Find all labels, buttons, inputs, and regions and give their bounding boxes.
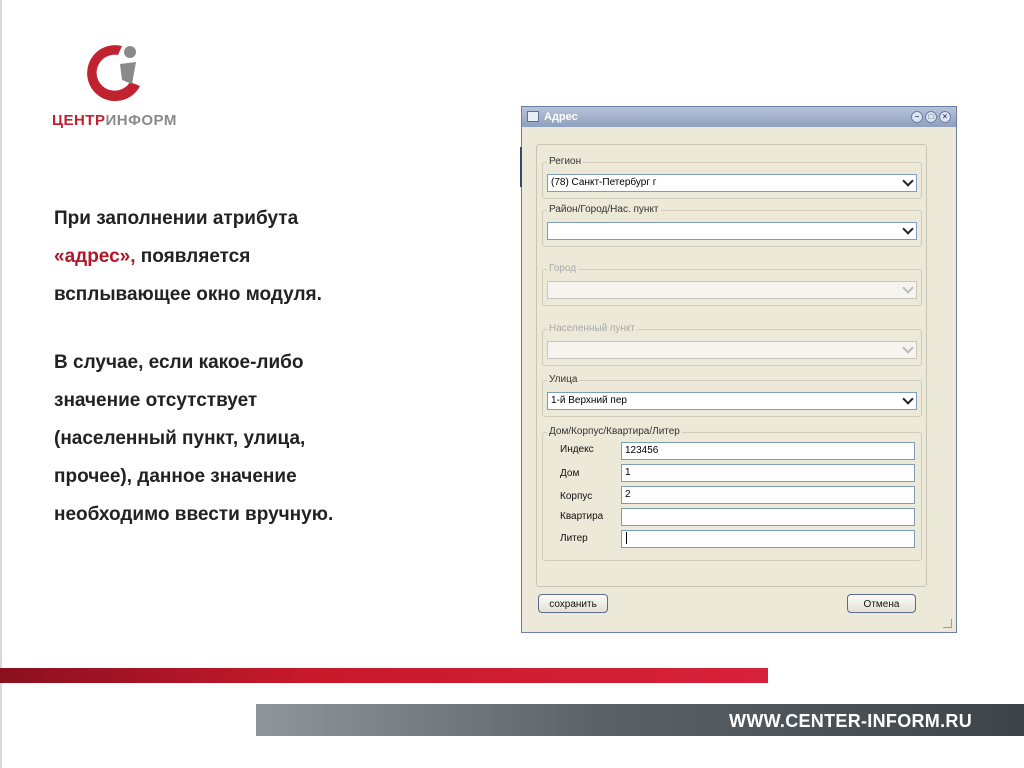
resize-grip-icon[interactable] [943,619,952,628]
logo-text-red: ЦЕНТР [52,112,106,129]
window-icon [527,111,539,122]
dialog-titlebar[interactable] [522,107,956,127]
site-url[interactable]: WWW.CENTER-INFORM.RU [729,711,972,731]
chevron-down-icon[interactable] [902,175,913,186]
logo-text [52,112,177,129]
address-dialog [521,106,957,633]
logo-mark-icon [82,40,146,106]
close-icon[interactable]: × [939,111,951,123]
dialog-title: Адрес [544,111,578,123]
paragraph-2-line-3: (населенный пункт, улица, [54,428,306,449]
minimize-icon[interactable]: – [911,111,923,123]
letter-input[interactable] [621,530,915,548]
logo [52,40,182,135]
paragraph-gap [54,314,414,344]
footer-red-bar [0,668,768,683]
maximize-icon[interactable]: □ [925,111,937,123]
city-select [547,281,917,299]
accent-text: «адрес», [54,246,136,267]
chevron-down-icon [902,282,913,293]
chevron-down-icon[interactable] [902,223,913,234]
city-legend: Город [549,263,577,274]
index-input[interactable] [621,442,915,460]
index-value: 123456 [625,445,659,456]
paragraph-2-line-2: значение отсутствует [54,390,258,411]
region-select-value: (78) Санкт-Петербург г [551,177,657,188]
index-label: Индекс [560,444,594,455]
building-label: Корпус [560,491,593,502]
paragraph-1-line-2-rest: появляется [135,246,251,267]
house-input[interactable] [621,464,915,482]
locality-legend: Населенный пункт [549,323,636,334]
street-legend: Улица [549,374,578,385]
house-label: Дом [560,468,580,479]
text-caret [626,532,627,544]
house-value: 1 [625,467,631,478]
save-button[interactable]: сохранить [538,594,608,613]
left-border [0,0,2,768]
street-select-value: 1-й Верхний пер [551,395,627,406]
building-value: 2 [625,489,631,500]
street-select[interactable] [547,392,917,410]
region-legend: Регион [549,156,582,167]
letter-label: Литер [560,533,588,544]
house-legend: Дом/Корпус/Квартира/Литер [549,426,680,437]
paragraph-2-line-5: необходимо ввести вручную. [54,504,334,525]
footer-gray-bar [256,704,1024,736]
slide-text [54,200,414,534]
paragraph-1-line-1: При заполнении атрибута [54,208,299,229]
chevron-down-icon [902,342,913,353]
paragraph-2-line-4: прочее), данное значение [54,466,297,487]
locality-select [547,341,917,359]
chevron-down-icon[interactable] [902,393,913,404]
building-input[interactable] [621,486,915,504]
paragraph-1-line-3: всплывающее окно модуля. [54,284,322,305]
background-window-edge [520,147,522,187]
paragraph-2-line-1: В случае, если какое-либо [54,352,304,373]
paragraph-1-line-2 [54,238,414,276]
district-select[interactable] [547,222,917,240]
region-select[interactable] [547,174,917,192]
cancel-button[interactable]: Отмена [847,594,916,613]
district-legend: Район/Город/Нас. пункт [549,204,659,215]
logo-text-gray: ИНФОРМ [105,112,177,129]
apartment-label: Квартира [560,511,604,522]
apartment-input[interactable] [621,508,915,526]
